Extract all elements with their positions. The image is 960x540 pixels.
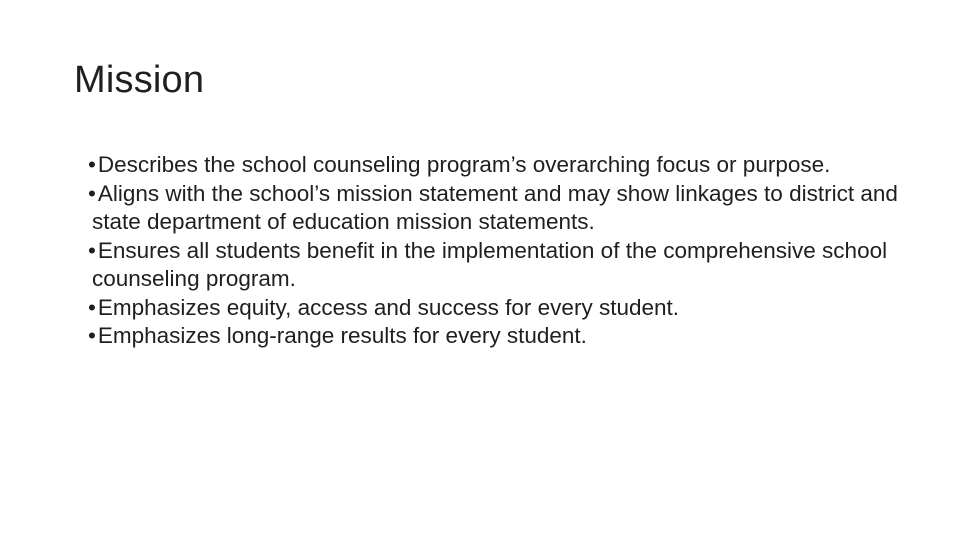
bullet-text: Aligns with the school’s mission statement and may show linkages to district and state department of education mission statements. bbox=[92, 180, 898, 234]
bullet-text: Emphasizes equity, access and success for every student. bbox=[97, 294, 680, 320]
slide-title: Mission bbox=[74, 59, 205, 101]
bullet-text: Describes the school counseling program’s overarching focus or purpose. bbox=[97, 152, 831, 177]
bullet-item bbox=[88, 151, 928, 180]
bullet-icon: • bbox=[88, 323, 96, 348]
bullet-item bbox=[88, 294, 928, 323]
bullet-item bbox=[88, 180, 928, 237]
bullet-icon: • bbox=[88, 180, 96, 206]
bullet-icon: • bbox=[88, 152, 96, 177]
bullet-icon: • bbox=[88, 237, 96, 263]
bullet-list bbox=[88, 151, 928, 351]
bullet-item bbox=[88, 322, 928, 351]
bullet-icon: • bbox=[88, 294, 96, 320]
bullet-text: Emphasizes long-range results for every student. bbox=[97, 323, 587, 348]
bullet-item bbox=[88, 237, 928, 294]
bullet-text: Ensures all students benefit in the implementation of the comprehensive school counseling program. bbox=[92, 237, 888, 291]
